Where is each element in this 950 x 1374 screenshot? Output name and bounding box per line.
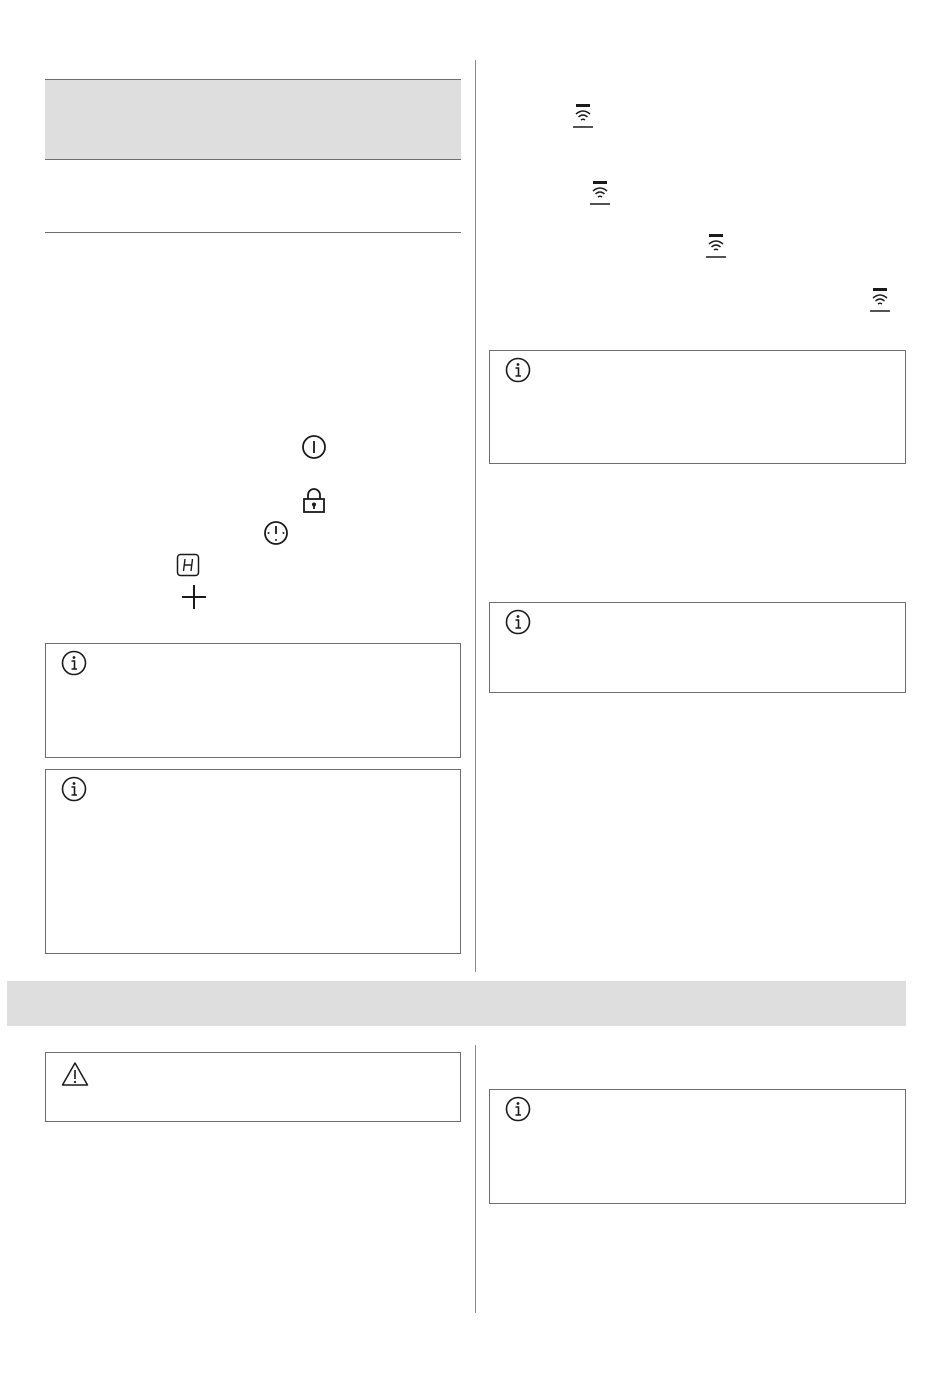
info-box [489,350,906,464]
info-box [45,643,461,758]
hob-hood-wifi-icon[interactable] [572,103,594,129]
info-icon [61,650,87,676]
warning-icon [61,1061,89,1087]
info-icon [61,776,87,802]
info-box [489,602,906,693]
hob-hood-wifi-icon[interactable] [705,233,727,259]
on-off-icon[interactable] [301,434,327,460]
warning-box [45,1052,461,1122]
column-divider-top [475,60,476,972]
hob-hood-wifi-icon[interactable] [589,180,611,206]
lock-icon[interactable] [302,488,326,514]
timer-icon[interactable] [263,520,289,546]
table-bottom-rule [45,232,461,233]
hob-hood-wifi-icon[interactable] [869,287,891,313]
table-title-row [45,80,461,159]
plus-icon[interactable] [180,583,208,611]
info-icon [505,609,531,635]
info-box [489,1089,906,1204]
column-divider-bottom [475,1045,476,1313]
info-box [45,769,461,954]
info-icon [505,357,531,383]
info-icon [505,1096,531,1122]
table-body-row [45,160,461,232]
hob-hood-icon[interactable] [176,553,200,577]
section-heading-band [7,981,906,1026]
